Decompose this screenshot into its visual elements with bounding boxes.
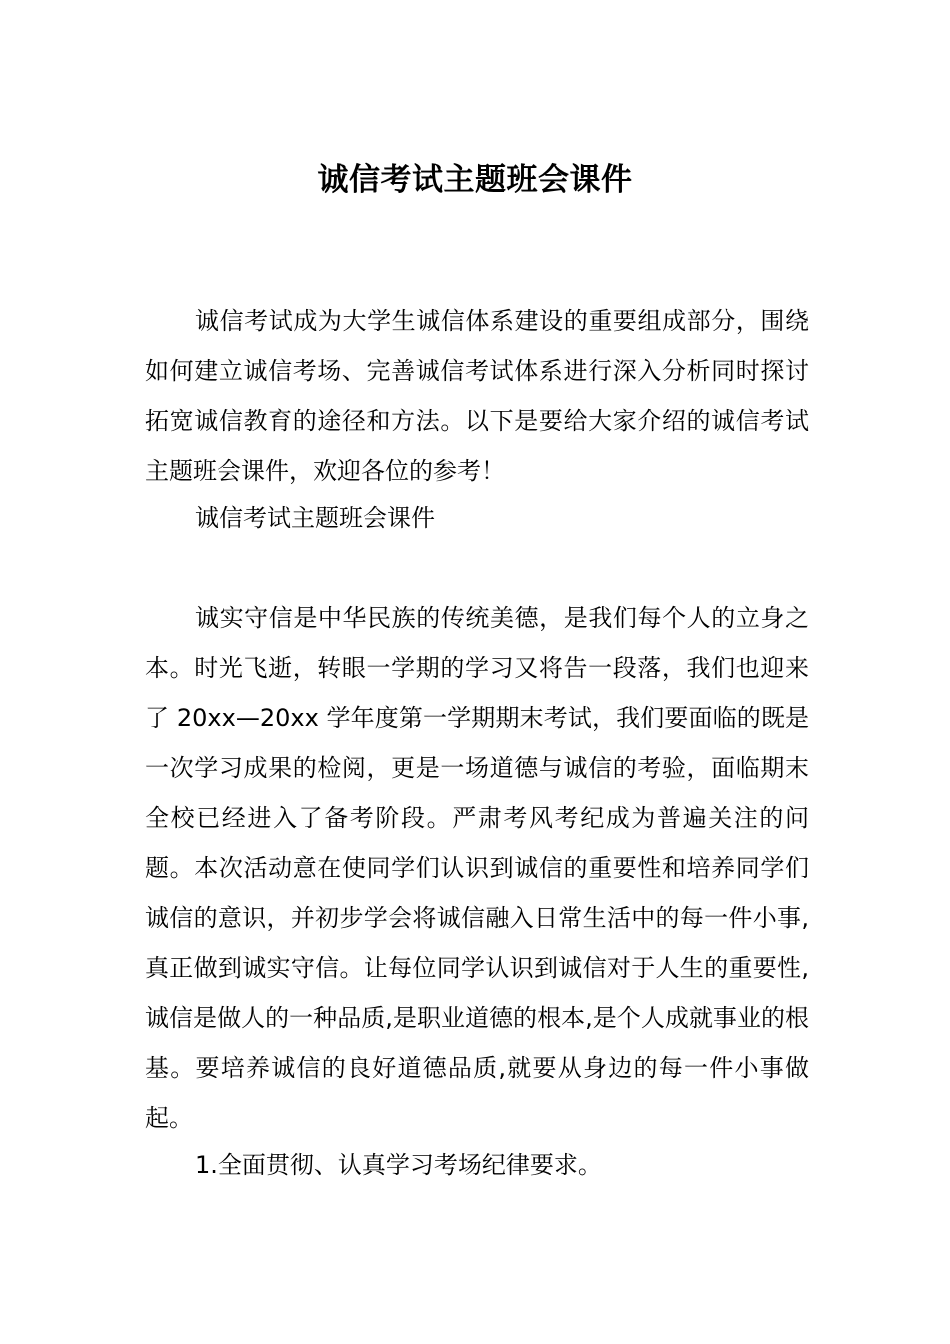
list-item: 1.全面贯彻、认真学习考场纪律要求。: [195, 1151, 602, 1179]
section-heading: 诚信考试主题班会课件: [195, 504, 435, 532]
intro-paragraph: 诚信考试成为大学生诚信体系建设的重要组成部分，围绕如何建立诚信考场、完善诚信考试体系进行深入分析同时探讨拓宽诚信教育的途径和方法。以下是要给大家介绍的诚信考试主题班会课件，欢迎各位的参考！: [145, 307, 809, 485]
document-title: 诚信考试主题班会课件: [317, 162, 633, 198]
body-paragraph: 诚实守信是中华民族的传统美德，是我们每个人的立身之本。时光飞逝，转眼一学期的学习又将告一段落，我们也迎来了 20xx—20xx 学年度第一学期期末考试，我们要面临的既是一次学习成果的检阅，更是一场道德与诚信的考验，面临期末全校已经进入了备考阶段。严肃考风考纪成为普遍关注的问题。本次活动意在使同学们认识到诚信的重要性和培养同学们诚信的意识，并初步学会将诚信融入日常生活中的每一件小事,真正做到诚实守信。让每位同学认识到诚信对于人生的重要性,诚信是做人的一种品质,是职业道德的根本,是个人成就事业的根基。要培养诚信的良好道德品质,就要从身边的每一件小事做起。: [145, 604, 809, 1132]
